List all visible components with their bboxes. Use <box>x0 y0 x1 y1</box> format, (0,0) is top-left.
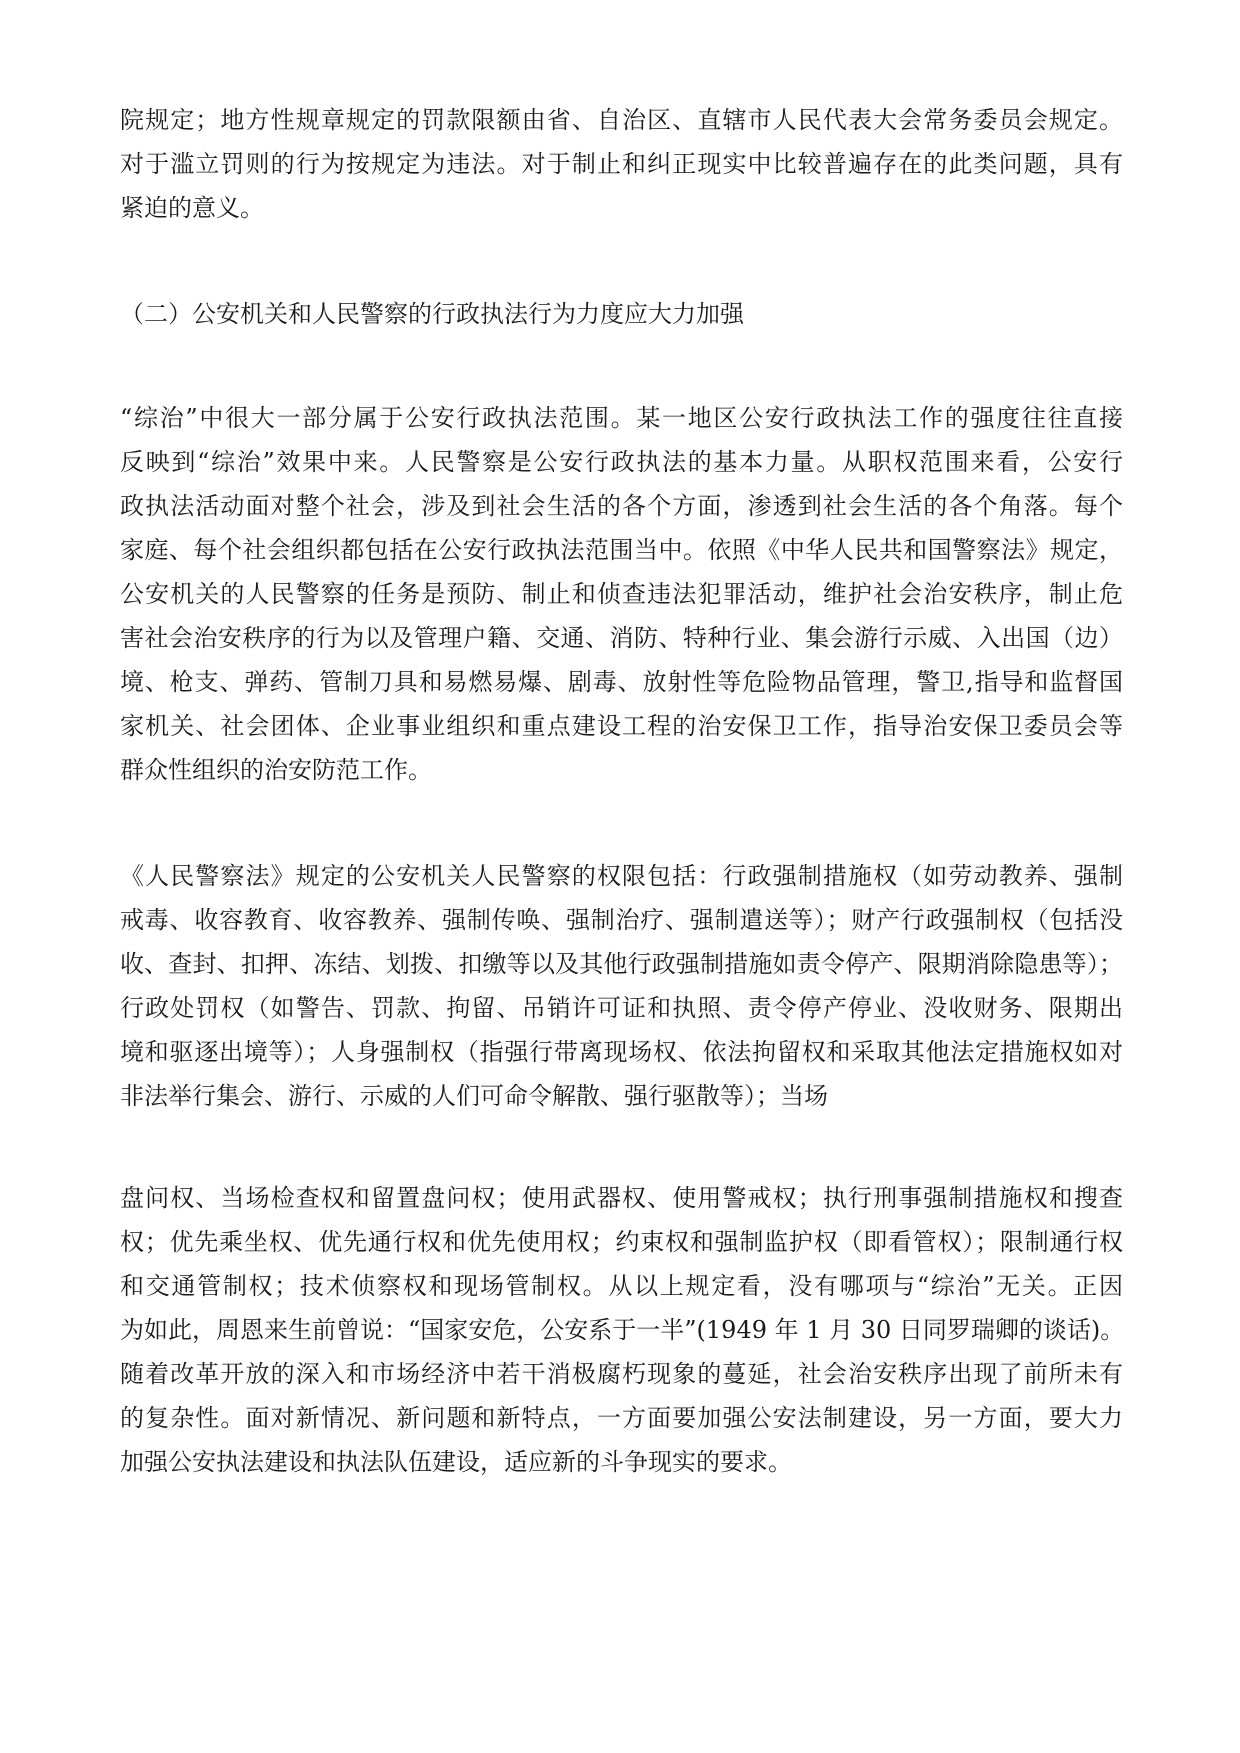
text-line: 群众性组织的治安防范工作。 <box>120 756 432 784</box>
paragraph-police-powers <box>120 854 1123 1118</box>
text-line: “综治”中很大一部分属于公安行政执法范围。某一地区公安行政执法工作的强度往往直接 <box>120 404 1123 432</box>
text-line: 院规定；地方性规章规定的罚款限额由省、自治区、直辖市人民代表大会常务委员会规定。 <box>120 106 1123 134</box>
text-line: 为如此，周恩来生前曾说：“国家安危，公安系于一半”(1949 年 1 月 30 日同罗瑞卿的谈话)。 <box>120 1316 1125 1344</box>
paragraph-powers-continued <box>120 1176 1123 1484</box>
text-line: 紧迫的意义。 <box>120 194 264 222</box>
text-line: 境、枪支、弹药、管制刀具和易燃易爆、剧毒、放射性等危险物品管理，警卫,指导和监督国 <box>120 668 1123 696</box>
text-line: 家庭、每个社会组织都包括在公安行政执法范围当中。依照《中华人民共和国警察法》规定， <box>120 536 1123 564</box>
paragraph-fine-limits <box>120 98 1123 230</box>
document-page <box>120 98 1123 1484</box>
text-line: 《人民警察法》规定的公安机关人民警察的权限包括：行政强制措施权（如劳动教养、强制 <box>120 862 1123 890</box>
text-line: 的复杂性。面对新情况、新问题和新特点，一方面要加强公安法制建设，另一方面，要大力 <box>120 1404 1123 1432</box>
heading-line: （二）公安机关和人民警察的行政执法行为力度应大力加强 <box>120 300 744 328</box>
text-line: 盘问权、当场检查权和留置盘问权；使用武器权、使用警戒权；执行刑事强制措施权和搜查 <box>120 1184 1123 1212</box>
text-line: 政执法活动面对整个社会，涉及到社会生活的各个方面，渗透到社会生活的各个角落。每个 <box>120 492 1123 520</box>
text-line: 和交通管制权；技术侦察权和现场管制权。从以上规定看，没有哪项与“综治”无关。正因 <box>120 1272 1123 1300</box>
text-line: 非法举行集会、游行、示威的人们可命令解散、强行驱散等）；当场 <box>120 1082 828 1110</box>
text-line: 害社会治安秩序的行为以及管理户籍、交通、消防、特种行业、集会游行示威、入出国（边） <box>120 624 1123 652</box>
text-line: 行政处罚权（如警告、罚款、拘留、吊销许可证和执照、责令停产停业、没收财务、限期出 <box>120 994 1123 1022</box>
text-line: 权；优先乘坐权、优先通行权和优先使用权；约束权和强制监护权（即看管权）；限制通行权 <box>120 1228 1123 1256</box>
text-line: 对于滥立罚则的行为按规定为违法。对于制止和纠正现实中比较普遍存在的此类问题，具有 <box>120 150 1123 178</box>
text-line: 境和驱逐出境等）；人身强制权（指强行带离现场权、依法拘留权和采取其他法定措施权如对 <box>120 1038 1123 1066</box>
text-line: 公安机关的人民警察的任务是预防、制止和侦查违法犯罪活动，维护社会治安秩序，制止危 <box>120 580 1123 608</box>
text-line: 收、查封、扣押、冻结、划拨、扣缴等以及其他行政强制措施如责令停产、限期消除隐患等）； <box>120 950 1123 978</box>
text-line: 加强公安执法建设和执法队伍建设，适应新的斗争现实的要求。 <box>120 1448 792 1476</box>
text-line: 家机关、社会团体、企业事业组织和重点建设工程的治安保卫工作，指导治安保卫委员会等 <box>120 712 1123 740</box>
text-line: 反映到“综治”效果中来。人民警察是公安行政执法的基本力量。从职权范围来看，公安行 <box>120 448 1123 476</box>
text-line: 戒毒、收容教育、收容教养、强制传唤、强制治疗、强制遣送等）；财产行政强制权（包括没 <box>120 906 1123 934</box>
paragraph-police-duties <box>120 396 1123 792</box>
text-line: 随着改革开放的深入和市场经济中若干消极腐朽现象的蔓延，社会治安秩序出现了前所未有 <box>120 1360 1123 1388</box>
section-heading <box>120 292 1123 336</box>
